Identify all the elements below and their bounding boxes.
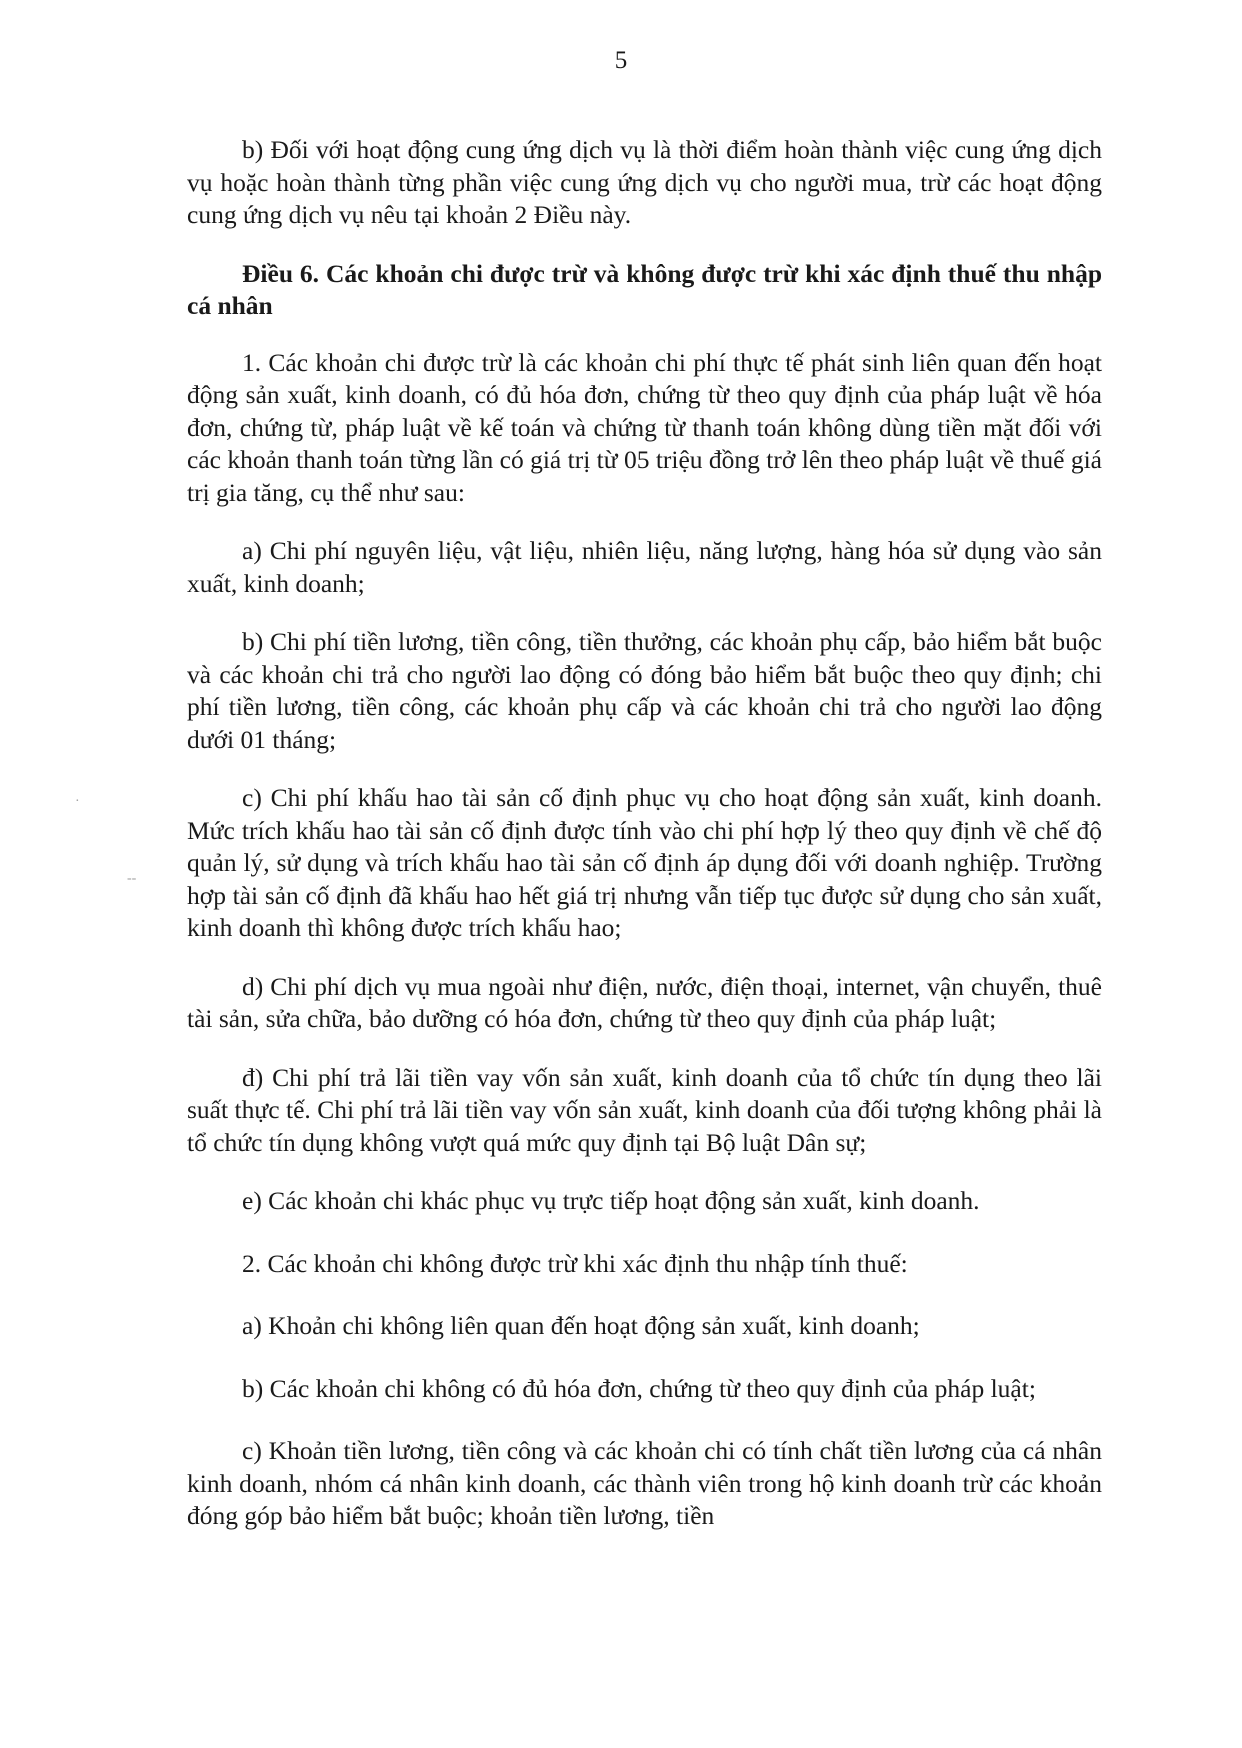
non-deductible-item-a: a) Khoản chi không liên quan đến hoạt động sản xuất, kinh doanh; (242, 1311, 920, 1340)
list-item-e: e) Các khoản chi khác phục vụ trực tiếp hoạt động sản xuất, kinh doanh. (242, 1186, 980, 1215)
list-item-c: c) Chi phí khấu hao tài sản cố định phục vụ cho hoạt động sản xuất, kinh doanh. Mức trích khấu hao tài sản cố định được tính vào chi phí hợp lý theo quy định về chế độ quản lý, sử dụng và trích khấu hao tài sản cố định áp dụng đối với doanh nghiệp. Trường hợp tài sản cố định đã khấu hao hết giá trị nhưng vẫn tiếp tục được sử dụng cho sản xuất, kinh doanh thì không được trích khấu hao; (187, 783, 1102, 942)
non-deductible-item-c: c) Khoản tiền lương, tiền công và các khoản chi có tính chất tiền lương của cá nhân kinh doanh, nhóm cá nhân kinh doanh, các thành viên trong hộ kinh doanh trừ các khoản đóng góp bảo hiểm bắt buộc; khoản tiền lương, tiền (187, 1436, 1102, 1530)
list-item-b: b) Chi phí tiền lương, tiền công, tiền thưởng, các khoản phụ cấp, bảo hiểm bắt buộc và các khoản chi trả cho người lao động có đóng bảo hiểm bắt buộc theo quy định; chi phí tiền lương, tiền công, các khoản phụ cấp và các khoản chi trả cho người lao động dưới 01 tháng; (187, 627, 1102, 754)
scan-speck: -- (127, 871, 137, 886)
document-body (187, 134, 1102, 1559)
non-deductible-item-b: b) Các khoản chi không có đủ hóa đơn, chứng từ theo quy định của pháp luật; (242, 1373, 1036, 1403)
scan-speck: · (75, 794, 80, 809)
list-item-a: a) Chi phí nguyên liệu, vật liệu, nhiên liệu, năng lượng, hàng hóa sử dụng vào sản xuất, kinh doanh; (187, 536, 1102, 598)
list-item-dd: đ) Chi phí trả lãi tiền vay vốn sản xuất, kinh doanh của tổ chức tín dụng theo lãi suất thực tế. Chi phí trả lãi tiền vay vốn sản xuất, kinh doanh của đối tượng không phải là tổ chức tín dụng không vượt quá mức quy định tại Bộ luật Dân sự; (187, 1062, 1102, 1157)
paragraph-deductible-expenses: 1. Các khoản chi được trừ là các khoản chi phí thực tế phát sinh liên quan đến hoạt động sản xuất, kinh doanh, có đủ hóa đơn, chứng từ theo quy định của pháp luật về hóa đơn, chứng từ, pháp luật về kế toán và chứng từ thanh toán không dùng tiền mặt đối với các khoản thanh toán từng lần có giá trị từ 05 triệu đồng trở lên theo pháp luật về thuế giá trị gia tăng, cụ thể như sau: (187, 347, 1102, 507)
list-item-d: d) Chi phí dịch vụ mua ngoài như điện, nước, điện thoại, internet, vận chuyển, thuê tài sản, sửa chữa, bảo dưỡng có hóa đơn, chứng từ theo quy định của pháp luật; (187, 971, 1102, 1033)
paragraph-delivery-service: b) Đối với hoạt động cung ứng dịch vụ là thời điểm hoàn thành việc cung ứng dịch vụ hoặc hoàn thành từng phần việc cung ứng dịch vụ cho người mua, trừ các hoạt động cung ứng dịch vụ nêu tại khoản 2 Điều này. (187, 135, 1102, 229)
paragraph-non-deductible-expenses: 2. Các khoản chi không được trừ khi xác định thu nhập tính thuế: (242, 1248, 908, 1278)
article-6-heading: Điều 6. Các khoản chi được trừ và không được trừ khi xác định thuế thu nhập cá nhân (187, 258, 1102, 320)
page-number: 5 (614, 47, 628, 74)
